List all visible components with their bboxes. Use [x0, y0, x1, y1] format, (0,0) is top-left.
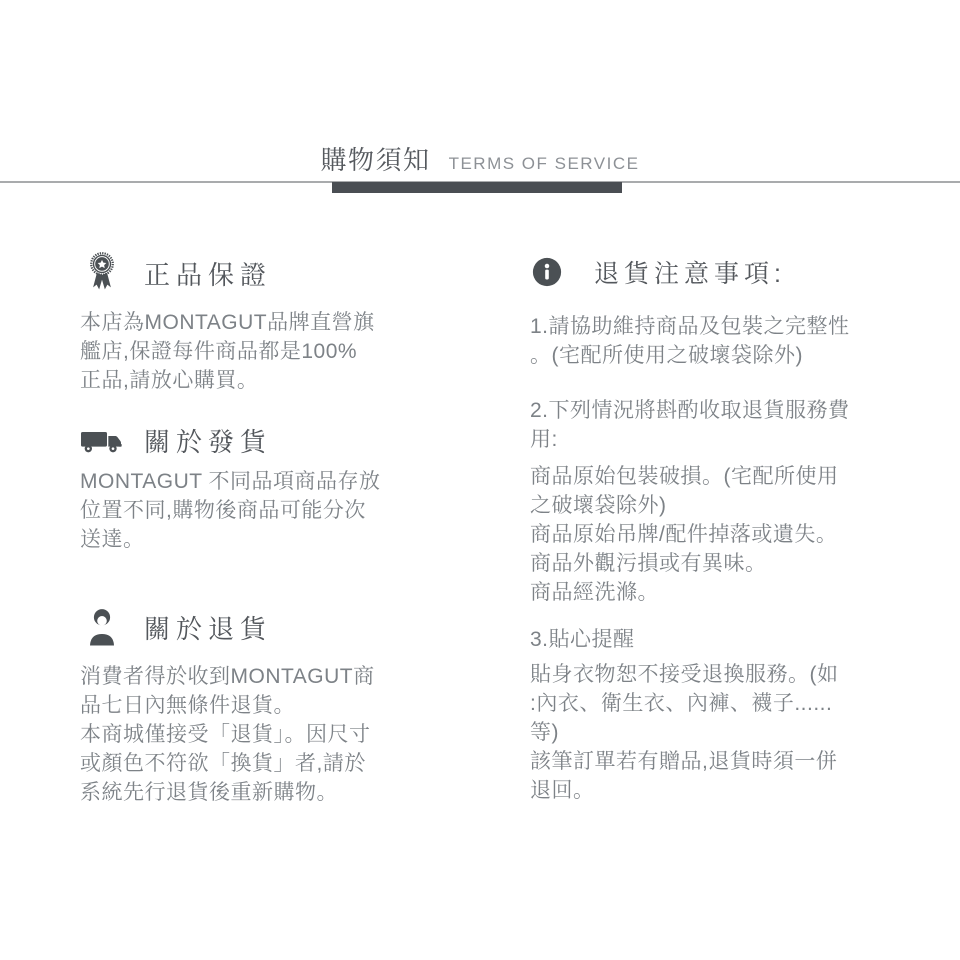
- text-line: 該筆訂單若有贈品,退貨時須一併: [530, 750, 838, 773]
- page-header: [0, 140, 960, 177]
- text-line: 之破壞袋除外): [530, 494, 667, 517]
- text-line: 退回。: [530, 779, 595, 802]
- text-line: 用:: [530, 428, 558, 451]
- page-title: 購物須知: [320, 145, 431, 175]
- return-note-item-2: [530, 396, 940, 454]
- section-body-shipping: [80, 467, 500, 554]
- text-line: 商品原始吊牌/配件掉落或遺失。: [530, 523, 838, 546]
- text-line: 貼身衣物恕不接受退換服務。(如: [530, 663, 839, 686]
- right-column: [530, 252, 940, 805]
- return-note-item-2-sublist: [530, 462, 940, 607]
- info-icon: [530, 257, 564, 287]
- truck-icon: [80, 422, 124, 458]
- page-subtitle: TERMS OF SERVICE: [448, 154, 640, 173]
- section-header-returns: [80, 604, 500, 650]
- text-line: 正品,請放心購買。: [80, 369, 259, 392]
- section-body-authenticity: [80, 308, 500, 395]
- text-line: :內衣、衛生衣、內褲、襪子......: [530, 692, 833, 715]
- text-line: MONTAGUT 不同品項商品存放: [80, 470, 381, 493]
- text-line: 位置不同,購物後商品可能分次: [80, 499, 366, 522]
- left-column: [80, 250, 500, 807]
- section-header-shipping: [80, 417, 500, 463]
- text-line: 系統先行退貨後重新購物。: [80, 781, 338, 804]
- text-line: 消費者得於收到MONTAGUT商: [80, 665, 375, 688]
- text-line: 等): [530, 721, 559, 744]
- text-line: 本商城僅接受「退貨」。因尺寸: [80, 723, 371, 746]
- section-header-return-notes: [530, 252, 940, 292]
- section-heading: 關於退貨: [144, 613, 273, 644]
- return-note-item-3-title: [530, 625, 940, 654]
- text-line: 商品外觀污損或有異味。: [530, 552, 767, 575]
- text-line: 或顏色不符欲「換貨」者,請於: [80, 752, 366, 775]
- section-heading: 關於發貨: [144, 426, 273, 457]
- text-line: 品七日內無條件退貨。: [80, 694, 295, 717]
- section-heading: 正品保證: [144, 259, 273, 290]
- text-line: 3.貼心提醒: [530, 628, 635, 651]
- section-heading: 退貨注意事項:: [594, 260, 786, 288]
- section-body-returns: [80, 662, 500, 807]
- return-note-item-3-body: [530, 660, 940, 805]
- text-line: 艦店,保證每件商品都是100%: [80, 340, 358, 363]
- text-line: 1.請協助維持商品及包裝之完整性: [530, 315, 850, 338]
- text-line: 商品原始包裝破損。(宅配所使用: [530, 465, 839, 488]
- return-note-item-1: [530, 312, 940, 370]
- section-header-authenticity: [80, 250, 500, 296]
- text-line: 送達。: [80, 528, 145, 551]
- rosette-medal-icon: [80, 250, 124, 296]
- text-line: 。(宅配所使用之破壞袋除外): [530, 344, 803, 367]
- text-line: 商品經洗滌。: [530, 581, 659, 604]
- text-line: 2.下列情況將斟酌收取退貨服務費: [530, 399, 850, 422]
- text-line: 本店為MONTAGUT品牌直營旗: [80, 311, 375, 334]
- header-accent-bar: [332, 182, 622, 193]
- person-icon: [80, 608, 124, 646]
